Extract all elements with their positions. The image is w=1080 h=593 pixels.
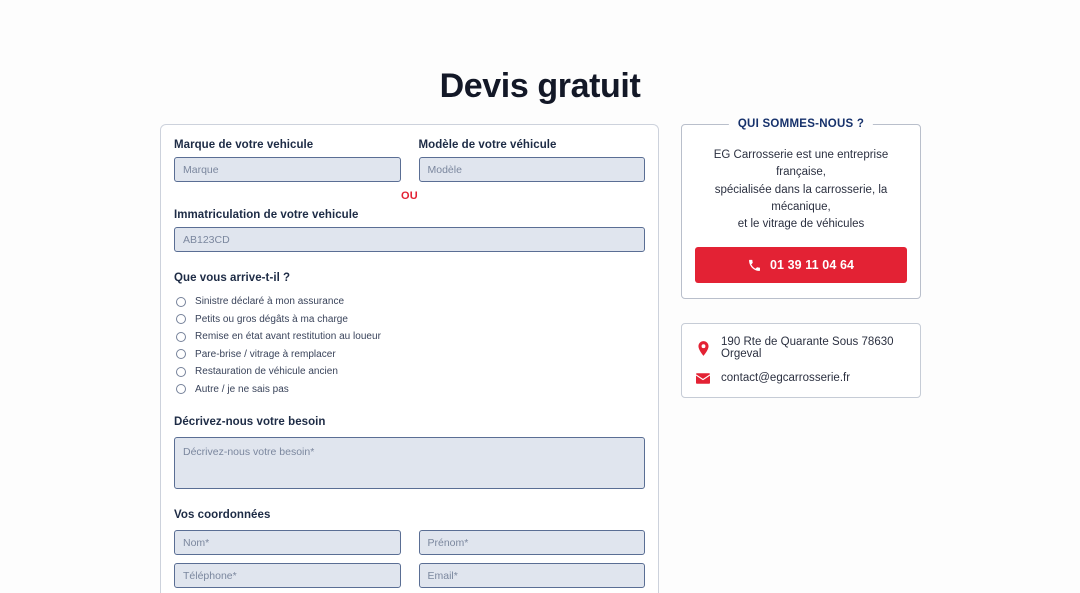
contact-section-label: Vos coordonnées <box>174 509 271 521</box>
about-card-description <box>695 147 907 233</box>
call-phone-label: 01 39 11 04 64 <box>769 258 855 273</box>
radio-circle-icon[interactable] <box>176 349 186 359</box>
radio-circle-icon[interactable] <box>176 314 186 324</box>
issue-option-2[interactable] <box>174 328 645 345</box>
issue-option-label: Restauration de véhicule ancien <box>195 366 338 377</box>
radio-circle-icon[interactable] <box>176 367 186 377</box>
vehicle-brand-input[interactable] <box>174 157 401 182</box>
radio-circle-icon[interactable] <box>176 384 186 394</box>
issue-option-label: Remise en état avant restitution au loueur <box>195 331 381 342</box>
address-text: 190 Rte de Quarante Sous 78630 Orgeval <box>721 336 894 361</box>
radio-circle-icon[interactable] <box>176 332 186 342</box>
vehicle-plate-label: Immatriculation de votre vehicule <box>174 209 359 221</box>
phone-icon <box>748 259 761 272</box>
issue-option-label: Pare-brise / vitrage à remplacer <box>195 348 336 360</box>
vehicle-brand-field <box>174 139 401 182</box>
contact-telephone-field <box>174 563 401 588</box>
about-card <box>681 118 921 299</box>
contact-nom-field <box>174 530 401 555</box>
issue-option-4[interactable] <box>174 363 645 380</box>
vehicle-plate-field <box>174 209 645 252</box>
envelope-icon <box>696 373 710 384</box>
about-card-legend: QUI SOMMES-NOUS ? <box>729 118 873 130</box>
need-textarea[interactable] <box>174 437 645 489</box>
contact-email-input[interactable] <box>419 563 646 588</box>
address-row[interactable] <box>696 336 906 360</box>
vehicle-model-input[interactable] <box>419 157 646 182</box>
page-title: Devis gratuit <box>439 66 641 105</box>
about-line-3: et le vitrage de véhicules <box>737 218 865 230</box>
issue-option-0[interactable] <box>174 293 645 310</box>
issue-option-5[interactable] <box>174 381 645 398</box>
vehicle-model-label: Modèle de votre véhicule <box>418 139 557 151</box>
issue-option-label: Sinistre déclaré à mon assurance <box>195 296 345 307</box>
need-label: Décrivez-nous votre besoin <box>174 416 326 428</box>
or-divider: OU <box>401 190 418 202</box>
issue-option-1[interactable] <box>174 311 645 328</box>
quote-form <box>160 124 659 593</box>
about-line-2: spécialisée dans la carrosserie, la mécanique, <box>714 183 888 213</box>
contact-telephone-input[interactable] <box>174 563 401 588</box>
call-phone-button[interactable] <box>695 247 907 283</box>
issue-option-3[interactable] <box>174 346 645 363</box>
contact-phone-email-row <box>174 563 645 588</box>
issue-question-label: Que vous arrive-t-il ? <box>174 272 291 284</box>
contact-name-row <box>174 530 645 555</box>
contact-email-field <box>419 563 646 588</box>
contact-nom-input[interactable] <box>174 530 401 555</box>
issue-option-label: Autre / je ne sais pas <box>195 383 289 395</box>
email-text: contact@egcarrosserie.fr <box>721 372 851 385</box>
vehicle-plate-input[interactable] <box>174 227 645 252</box>
contact-info-card <box>681 323 921 398</box>
issue-option-label: Petits ou gros dégâts à ma charge <box>195 313 348 325</box>
vehicle-brand-label: Marque de votre vehicule <box>174 139 314 151</box>
vehicle-model-field <box>419 139 646 182</box>
issue-radio-group <box>174 293 645 398</box>
vehicle-brand-model-row <box>174 139 645 182</box>
sidebar <box>681 118 921 398</box>
map-pin-icon <box>696 341 710 356</box>
radio-circle-icon[interactable] <box>176 297 186 307</box>
email-row[interactable] <box>696 372 906 384</box>
about-line-1: EG Carrosserie est une entreprise française, <box>713 149 889 179</box>
contact-prenom-field <box>419 530 646 555</box>
contact-prenom-input[interactable] <box>419 530 646 555</box>
